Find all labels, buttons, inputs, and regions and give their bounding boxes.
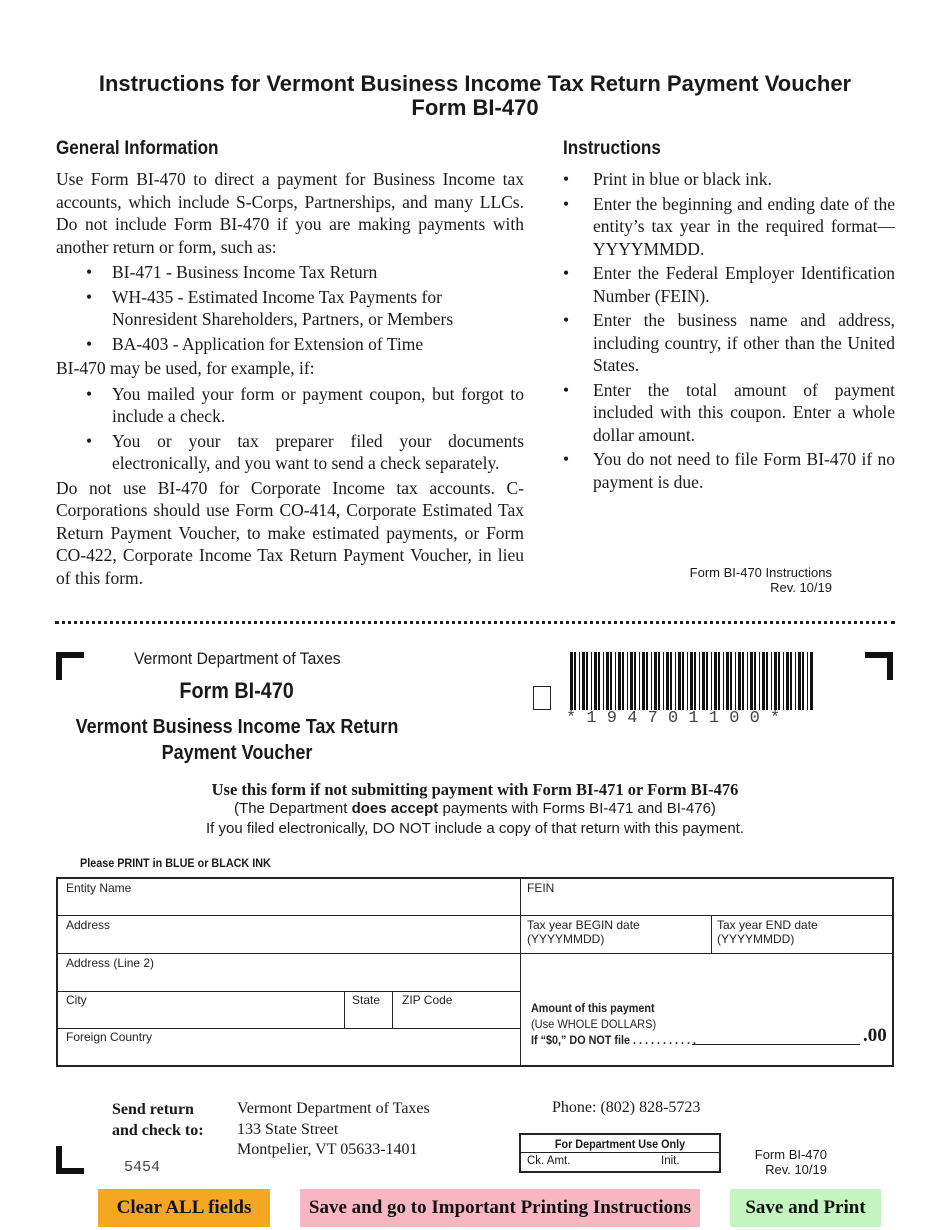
dept-use-label: For Department Use Only (554, 1137, 686, 1151)
excluded-forms-list (56, 261, 524, 355)
address-line2-field[interactable]: Address (Line 2) (66, 956, 155, 970)
notice-bold: Use this form if not submitting payment with Form BI-471 or Form BI-476 (211, 780, 739, 799)
amount-sub: (Use WHOLE DOLLARS) (531, 1017, 657, 1031)
amount-label: Amount of this payment (531, 1001, 655, 1015)
clear-all-button[interactable]: Clear ALL fields (98, 1189, 270, 1227)
zip-field[interactable]: ZIP Code (402, 993, 453, 1007)
phone-number: Phone: (802) 828-5723 (552, 1099, 701, 1116)
general-intro: Use Form BI-470 to direct a payment for Business Income tax accounts, which include S-Corps, Partnerships, and many LLCs. Do not include Form BI-470 if you are making payments with another return or form, such as: (56, 169, 524, 257)
begin-date-field[interactable]: Tax year BEGIN date (YYYYMMDD) (527, 918, 640, 946)
mailing-address: Vermont Department of Taxes 133 State Street Montpelier, VT 05633-1401 (237, 1100, 430, 1158)
list-item: • WH-435 - Estimated Income Tax Payments for Nonresident Shareholders, Partners, or Members (86, 286, 454, 329)
notice-accept: (The Department does accept payments with Forms BI-471 and BI-476) (234, 800, 716, 817)
voucher-form-name: Form BI-470 (179, 678, 295, 703)
list-item: • Print in blue or black ink. (563, 169, 772, 189)
init-label: Init. (661, 1155, 680, 1167)
list-item: • BA-403 - Application for Extension of Time (86, 333, 424, 354)
cut-line (55, 621, 895, 624)
send-label: Send return and check to: (112, 1101, 204, 1139)
bullet-icon: • (563, 169, 570, 189)
voucher-revision: Form BI-470 Rev. 10/19 (754, 1147, 827, 1177)
ck-amt-label: Ck. Amt. (527, 1155, 571, 1167)
instructions-heading: Instructions (563, 138, 661, 159)
list-item: • Enter the Federal Employer Identification Number (FEIN). (563, 263, 895, 306)
list-item: • BI-471 - Business Income Tax Return (86, 262, 378, 282)
save-printing-instructions-button[interactable]: Save and go to Important Printing Instructions (300, 1189, 700, 1227)
examples-list (56, 383, 524, 475)
dept-use-box (519, 1133, 721, 1173)
entity-name-field[interactable]: Entity Name (66, 881, 132, 895)
page-title (0, 72, 950, 120)
general-closing: Do not use BI-470 for Corporate Income tax accounts. C-Corporations should use Form CO-414, Corporate Estimated Tax Return Payment Voucher, to make estimated payments, or Form CO-422, Corporate Income Tax Return Payment Voucher, in lieu of this form. (56, 477, 524, 588)
voucher-dept: Vermont Department of Taxes (134, 649, 341, 668)
corner-mark-top-left-icon (56, 652, 84, 680)
barcode-icon (570, 652, 814, 710)
voucher-title: Vermont Business Income Tax Return Payment Voucher (75, 716, 399, 764)
save-and-print-button[interactable]: Save and Print (730, 1189, 881, 1227)
list-item: • Enter the total amount of payment included with this coupon. Enter a whole dollar amount. (563, 379, 895, 445)
barcode-text: * 1 9 4 7 0 1 1 0 0 * (566, 709, 781, 728)
fein-field[interactable]: FEIN (527, 881, 555, 895)
amount-zero-note: If “$0,” DO NOT file . . . . . . . . . . . (531, 1033, 697, 1047)
barcode-checkbox[interactable] (533, 686, 551, 710)
bullet-icon: • (563, 263, 570, 283)
list-item: • Enter the business name and address, including country, if other than the United States. (563, 310, 895, 375)
general-info-heading: General Information (56, 138, 219, 159)
bullet-icon: • (86, 333, 93, 354)
title-line-2: Form BI-470 (411, 95, 539, 120)
bullet-icon: • (86, 262, 93, 282)
instructions-revision: Form BI-470 Instructions Rev. 10/19 (689, 565, 832, 595)
example-intro: BI-470 may be used, for example, if: (56, 358, 315, 378)
list-item: • Enter the beginning and ending date of the entity’s tax year in the required format—YYYYMMDD. (563, 193, 895, 259)
address-field[interactable]: Address (66, 918, 111, 932)
bullet-icon: • (563, 193, 570, 214)
list-item: • You or your tax preparer filed your documents electronically, and you want to send a check separately. (86, 430, 524, 473)
corner-mark-top-right-icon (865, 652, 893, 680)
corner-mark-bottom-left-icon (56, 1146, 84, 1174)
bullet-icon: • (563, 379, 570, 400)
title-line-1: Instructions for Vermont Business Income Tax Return Payment Voucher (98, 71, 852, 96)
print-note: Please PRINT in BLUE or BLACK INK (80, 856, 271, 870)
city-field[interactable]: City (66, 993, 87, 1007)
bullet-icon: • (86, 286, 93, 307)
notice-electronic: If you filed electronically, DO NOT include a copy of that return with this payment. (205, 820, 745, 837)
bullet-icon: • (563, 310, 570, 330)
state-field[interactable]: State (352, 993, 381, 1007)
bullet-icon: • (86, 430, 93, 451)
general-info-section (56, 168, 524, 589)
foreign-country-field[interactable]: Foreign Country (66, 1030, 153, 1044)
instructions-list (563, 168, 895, 495)
form-code: 5454 (124, 1159, 161, 1176)
list-item: • You mailed your form or payment coupon, but forgot to include a check. (86, 383, 524, 426)
bullet-icon: • (86, 383, 93, 404)
amount-cents: .00 (863, 1025, 887, 1046)
amount-field[interactable] (692, 1044, 860, 1045)
voucher-fields (56, 877, 894, 1067)
bullet-icon: • (563, 449, 570, 469)
end-date-field[interactable]: Tax year END date (YYYYMMDD) (717, 918, 818, 946)
list-item: • You do not need to file Form BI-470 if no payment is due. (563, 449, 895, 492)
